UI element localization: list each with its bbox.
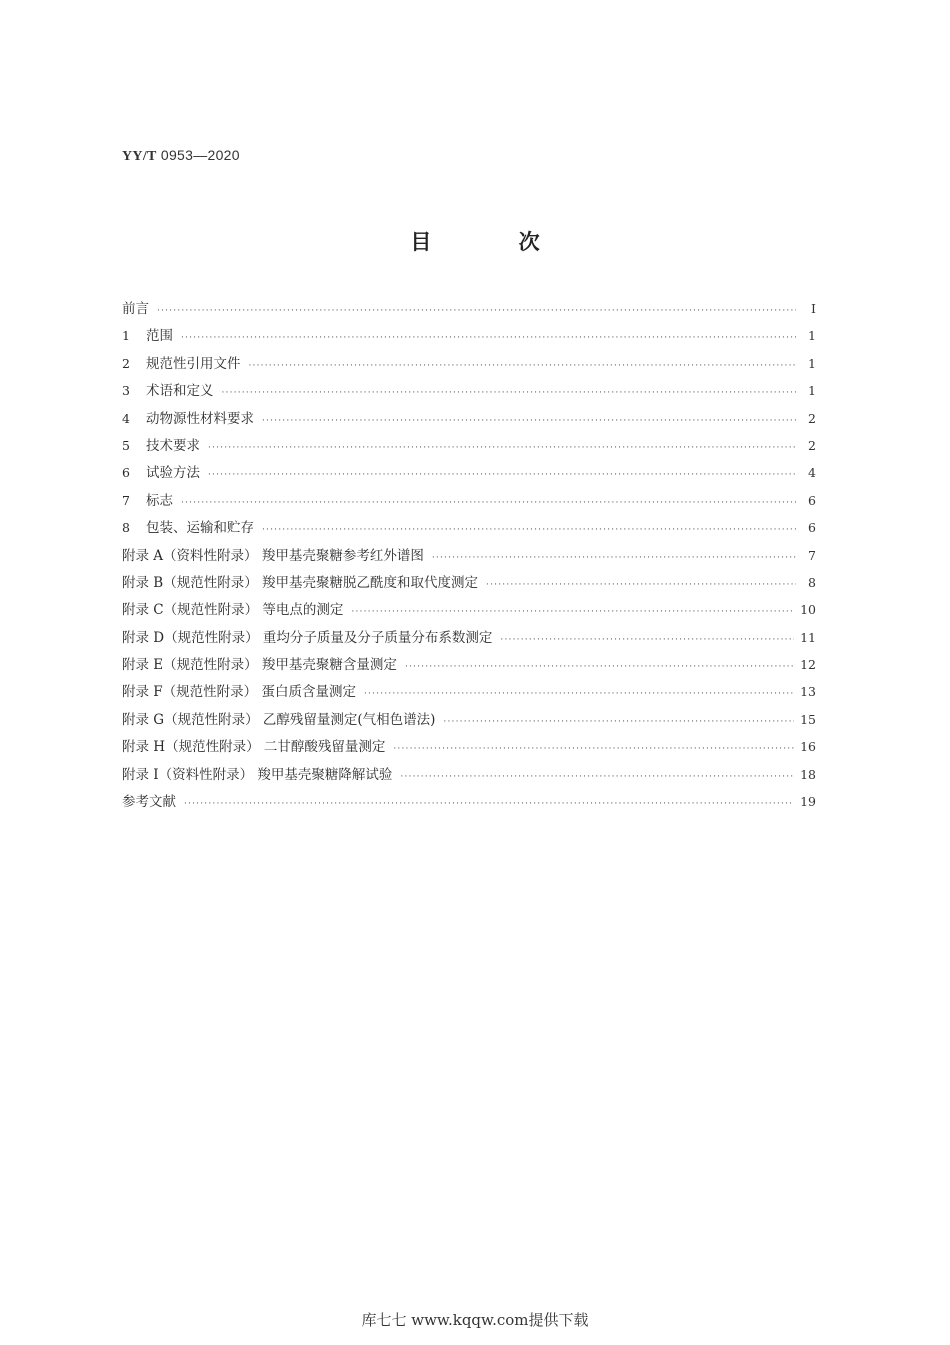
- toc-entry-text: 术语和定义: [146, 383, 214, 400]
- toc-entry-text: 试验方法: [146, 465, 200, 482]
- toc-entry-page: 7: [808, 547, 816, 563]
- toc-title: 目 次: [410, 230, 580, 254]
- toc-entry-page: 1: [808, 383, 816, 399]
- toc-entry-label: [122, 461, 200, 481]
- toc-entry-label: [122, 516, 254, 536]
- toc-entry-page: 1: [808, 355, 816, 371]
- toc-entry-number: 2: [122, 355, 130, 371]
- toc-leader-dots: [157, 307, 796, 316]
- toc-leader-dots: [222, 389, 797, 398]
- toc-leader-dots: [351, 608, 794, 617]
- toc-entry[interactable]: [122, 735, 816, 762]
- toc-entry-text: 动物源性材料要求: [146, 410, 254, 427]
- toc-entry[interactable]: [122, 352, 816, 379]
- toc-entry-page: 16: [800, 739, 816, 755]
- toc-entry-text: 附录 B（规范性附录） 羧甲基壳聚糖脱乙酰度和取代度测定: [122, 574, 479, 591]
- toc-leader-dots: [405, 663, 794, 672]
- toc-entry[interactable]: [122, 653, 816, 680]
- toc-entry[interactable]: [122, 516, 816, 543]
- toc-leader-dots: [184, 800, 794, 809]
- toc-entry[interactable]: [122, 571, 816, 598]
- toc-entry-page: 4: [808, 465, 816, 481]
- toc-entry-number: 1: [122, 328, 130, 344]
- toc-leader-dots: [249, 362, 797, 371]
- toc-entry[interactable]: [122, 626, 816, 653]
- toc-entry-number: 4: [122, 410, 130, 426]
- toc-leader-dots: [262, 417, 796, 426]
- toc-entry[interactable]: [122, 324, 816, 351]
- toc-entry-page: 2: [808, 437, 816, 453]
- toc-leader-dots: [400, 773, 794, 782]
- toc-entry-text: 附录 C（规范性附录） 等电点的测定: [122, 602, 344, 619]
- toc-entry[interactable]: [122, 790, 816, 817]
- toc-entry-label: [122, 352, 241, 372]
- toc-entry-number: 3: [122, 383, 130, 399]
- toc-entry-page: 10: [800, 602, 816, 618]
- toc-entry-text: 范围: [146, 328, 173, 345]
- toc-entry-number: 5: [122, 437, 130, 453]
- toc-entry-page: 12: [800, 657, 816, 673]
- document-code-prefix: YY/T: [122, 149, 157, 164]
- document-code: [122, 147, 240, 165]
- table-of-contents: [122, 297, 816, 817]
- toc-entry-number: 6: [122, 465, 130, 481]
- toc-entry-text: 附录 I（资料性附录） 羧甲基壳聚糖降解试验: [122, 766, 393, 783]
- toc-entry[interactable]: [122, 680, 816, 707]
- toc-leader-dots: [181, 499, 796, 508]
- toc-entry-text: 参考文献: [122, 794, 176, 811]
- toc-entry-label: [122, 544, 424, 564]
- toc-leader-dots: [432, 554, 796, 563]
- toc-entry-label: [122, 598, 343, 618]
- toc-entry-label: [122, 434, 200, 454]
- toc-entry-label: [122, 297, 149, 317]
- toc-entry-label: [122, 763, 392, 783]
- toc-entry-text: 前言: [122, 301, 149, 317]
- toc-entry-label: [122, 379, 214, 399]
- toc-entry-page: 19: [800, 794, 816, 810]
- toc-entry-label: [122, 735, 385, 755]
- toc-entry[interactable]: [122, 407, 816, 434]
- toc-entry-page: 11: [800, 629, 816, 645]
- toc-leader-dots: [262, 526, 796, 535]
- toc-entry-label: [122, 680, 356, 700]
- toc-entry-label: [122, 653, 397, 673]
- toc-entry[interactable]: [122, 708, 816, 735]
- toc-leader-dots: [443, 718, 794, 727]
- toc-entry-number: 8: [122, 520, 130, 536]
- toc-entry-text: 附录 F（规范性附录） 蛋白质含量测定: [122, 684, 356, 701]
- toc-entry-label: [122, 571, 478, 591]
- toc-entry[interactable]: [122, 763, 816, 790]
- toc-entry-label: [122, 324, 173, 344]
- toc-entry[interactable]: [122, 297, 816, 324]
- toc-entry-page: 13: [800, 684, 816, 700]
- toc-entry-number: 7: [122, 492, 130, 508]
- toc-entry[interactable]: [122, 434, 816, 461]
- toc-entry-page: 2: [808, 410, 816, 426]
- toc-entry-label: [122, 790, 176, 810]
- toc-leader-dots: [208, 471, 796, 480]
- toc-leader-dots: [393, 745, 794, 754]
- toc-entry-label: [122, 489, 173, 509]
- toc-entry-text: 附录 D（规范性附录） 重均分子质量及分子质量分布系数测定: [122, 629, 493, 646]
- toc-leader-dots: [181, 334, 796, 343]
- toc-leader-dots: [486, 581, 796, 590]
- toc-entry-page: 18: [800, 766, 816, 782]
- toc-entry[interactable]: [122, 379, 816, 406]
- toc-entry-page: 15: [800, 711, 816, 727]
- toc-entry-page: 1: [808, 328, 816, 344]
- toc-entry-text: 技术要求: [146, 437, 200, 454]
- toc-entry-text: 包装、运输和贮存: [146, 520, 254, 537]
- toc-entry-text: 附录 G（规范性附录） 乙醇残留量测定(气相色谱法): [122, 711, 436, 728]
- toc-leader-dots: [500, 636, 794, 645]
- toc-entry-label: [122, 407, 254, 427]
- toc-entry-page: 6: [808, 492, 816, 508]
- toc-leader-dots: [364, 690, 794, 699]
- toc-entry-label: [122, 626, 492, 646]
- toc-entry-text: 规范性引用文件: [146, 355, 241, 372]
- toc-entry-text: 标志: [146, 492, 173, 509]
- toc-entry[interactable]: [122, 598, 816, 625]
- toc-entry-page: Ⅰ: [811, 301, 816, 316]
- document-code-number: 0953—2020: [160, 147, 240, 163]
- toc-entry-text: 附录 A（资料性附录） 羧甲基壳聚糖参考红外谱图: [122, 547, 424, 564]
- toc-entry-page: 6: [808, 520, 816, 536]
- toc-entry-text: 附录 H（规范性附录） 二甘醇酸残留量测定: [122, 739, 386, 756]
- toc-entry-label: [122, 708, 435, 728]
- toc-entry[interactable]: [122, 461, 816, 488]
- toc-entry-page: 8: [808, 574, 816, 590]
- footer-watermark: 库七七 www.kqqw.com提供下载: [361, 1311, 589, 1329]
- toc-leader-dots: [208, 444, 796, 453]
- toc-entry[interactable]: [122, 544, 816, 571]
- toc-entry-text: 附录 E（规范性附录） 羧甲基壳聚糖含量测定: [122, 657, 397, 674]
- toc-entry[interactable]: [122, 489, 816, 516]
